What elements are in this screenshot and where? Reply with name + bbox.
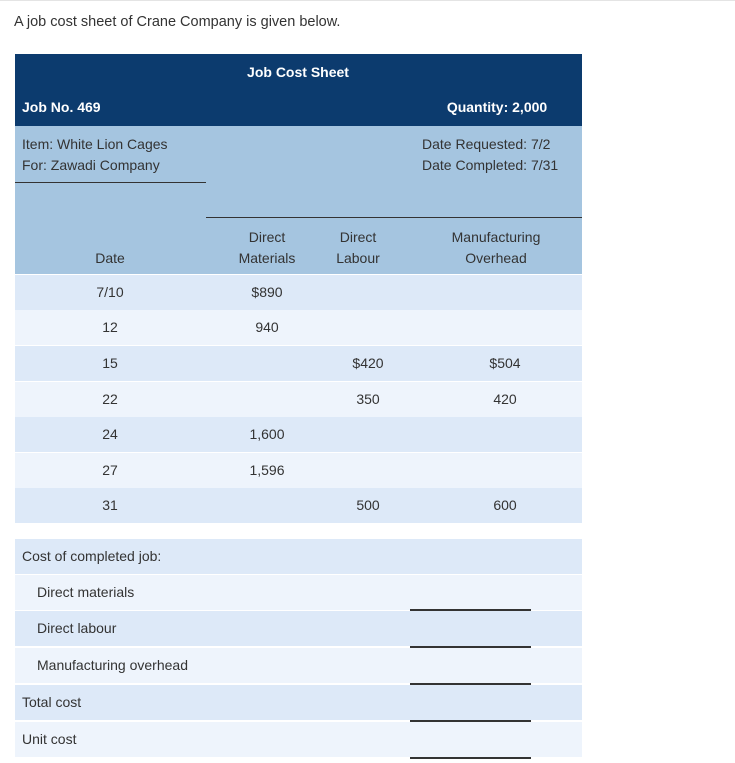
cell-date: 24 bbox=[102, 426, 118, 442]
cell-mo: 600 bbox=[493, 497, 517, 513]
table-row bbox=[15, 453, 582, 488]
cell-dl bbox=[328, 275, 408, 310]
manufacturing-overhead-label: Manufacturing overhead bbox=[37, 657, 188, 673]
cell-dm: 1,596 bbox=[249, 462, 285, 478]
date-requested: Date Requested: 7/2 bbox=[422, 136, 551, 152]
unit-cost-answer-line bbox=[410, 757, 531, 759]
summary-heading: Cost of completed job: bbox=[22, 548, 162, 564]
cell-dl: 350 bbox=[356, 391, 380, 407]
item-label: Item: White Lion Cages bbox=[22, 136, 168, 152]
customer-label: For: Zawadi Company bbox=[22, 157, 160, 173]
direct-labour-label: Direct labour bbox=[37, 620, 117, 636]
table-row bbox=[15, 382, 582, 417]
summary-row bbox=[15, 685, 582, 720]
cell-mo: $504 bbox=[489, 355, 521, 371]
summary-row bbox=[15, 575, 582, 610]
column-divider bbox=[206, 217, 582, 218]
table-row bbox=[15, 275, 582, 310]
cell-dm bbox=[215, 346, 319, 381]
cell-mo: 420 bbox=[493, 391, 517, 407]
cell-dl bbox=[328, 417, 408, 452]
cell-mo bbox=[465, 275, 545, 310]
total-cost-answer-line bbox=[410, 720, 531, 722]
top-divider bbox=[0, 0, 735, 1]
table-row bbox=[15, 417, 582, 452]
col-header-dm-1: Direct bbox=[248, 229, 286, 245]
cell-mo bbox=[465, 453, 545, 488]
table-row bbox=[15, 488, 582, 523]
col-header-mo-1: Manufacturing bbox=[451, 229, 541, 245]
col-header-mo-2: Overhead bbox=[465, 250, 527, 266]
summary-row bbox=[15, 648, 582, 683]
cell-dl bbox=[328, 310, 408, 345]
cell-dl: $420 bbox=[352, 355, 384, 371]
direct-materials-answer-line bbox=[410, 609, 531, 611]
summary-heading-row bbox=[15, 539, 582, 574]
sheet-header bbox=[15, 54, 582, 126]
date-completed: Date Completed: 7/31 bbox=[422, 157, 559, 173]
cell-date: 15 bbox=[102, 355, 118, 371]
cell-dm bbox=[215, 382, 319, 417]
table-row bbox=[15, 310, 582, 345]
table-row bbox=[15, 346, 582, 381]
cell-date: 12 bbox=[102, 319, 118, 335]
cell-date: 7/10 bbox=[96, 284, 124, 300]
col-header-dl-1: Direct bbox=[339, 229, 377, 245]
cell-dl bbox=[328, 453, 408, 488]
summary-row bbox=[15, 722, 582, 757]
total-cost-label: Total cost bbox=[22, 694, 82, 710]
cell-mo bbox=[465, 310, 545, 345]
cell-date: 27 bbox=[102, 462, 118, 478]
col-header-dl-2: Labour bbox=[336, 250, 380, 266]
intro-text: A job cost sheet of Crane Company is given below. bbox=[14, 14, 341, 30]
col-header-dm-2: Materials bbox=[238, 250, 296, 266]
cell-dl: 500 bbox=[356, 497, 380, 513]
item-divider bbox=[15, 182, 206, 183]
job-number: Job No. 469 bbox=[22, 99, 101, 115]
cell-mo bbox=[465, 417, 545, 452]
cell-dm: 940 bbox=[255, 319, 279, 335]
manufacturing-overhead-answer-line bbox=[410, 683, 531, 685]
cell-dm bbox=[215, 488, 319, 523]
cell-dm: $890 bbox=[251, 284, 283, 300]
cell-date: 22 bbox=[102, 391, 118, 407]
col-header-date: Date bbox=[95, 250, 125, 266]
unit-cost-label: Unit cost bbox=[22, 731, 77, 747]
direct-labour-answer-line bbox=[410, 646, 531, 648]
sheet-title: Job Cost Sheet bbox=[247, 64, 349, 80]
quantity: Quantity: 2,000 bbox=[446, 99, 548, 115]
cell-dm: 1,600 bbox=[249, 426, 285, 442]
summary-row bbox=[15, 611, 582, 646]
direct-materials-label: Direct materials bbox=[37, 584, 135, 600]
cell-date: 31 bbox=[102, 497, 118, 513]
sheet-subheader bbox=[15, 126, 582, 274]
